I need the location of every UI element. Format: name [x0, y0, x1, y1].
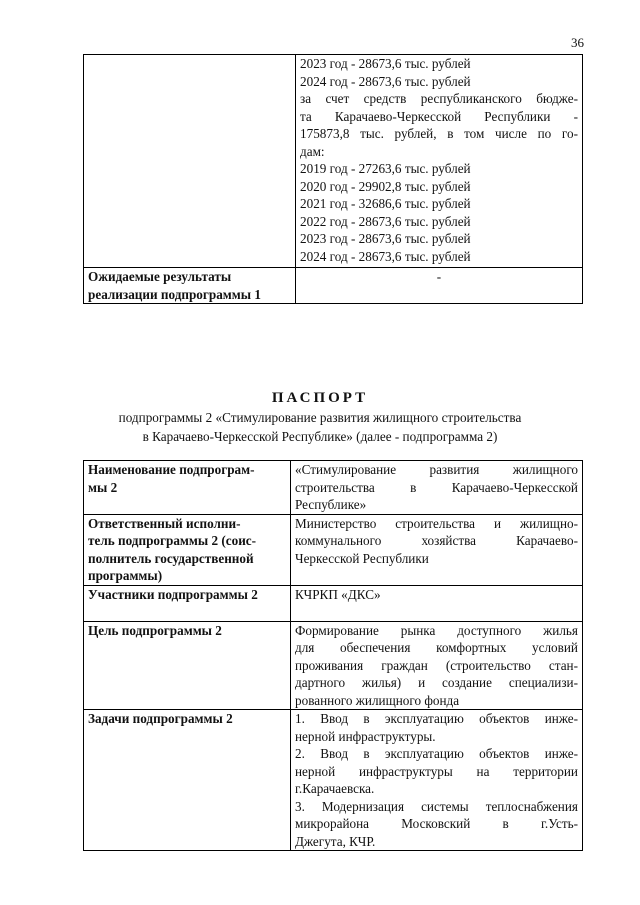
label-line: реализации подпрограммы 1 [88, 286, 261, 302]
value-line: 3. Модернизация системы теплоснабжения [295, 798, 578, 814]
funding-line: за счет средств республиканского бюдже- [300, 91, 578, 106]
funding-line: 2020 год - 29902,8 тыс. рублей [300, 178, 471, 194]
row-value [291, 710, 583, 851]
label-line: Задачи подпрограммы 2 [88, 711, 233, 726]
passport-row-goal [84, 621, 583, 710]
label-line: полнитель государственной [88, 550, 254, 566]
passport-row-tasks [84, 710, 583, 851]
value-line: «Стимулирование развития жилищного [295, 462, 578, 477]
funding-label-cell [84, 55, 296, 268]
value-line: нерной инфраструктуры на территории [295, 763, 578, 779]
passport-row-name [84, 461, 583, 515]
funding-line: 2019 год - 27263,6 тыс. рублей [300, 161, 471, 176]
funding-line: 2021 год - 32686,6 тыс. рублей [300, 196, 471, 211]
label-line: программы) [88, 568, 163, 583]
label-line: Цель подпрограммы 2 [88, 622, 222, 638]
funding-line: 2022 год - 28673,6 тыс. рублей [300, 213, 471, 229]
passport-subtitle [0, 408, 640, 446]
value-line: г.Карачаевска. [295, 781, 375, 796]
row-label [84, 585, 291, 621]
expected-results-label [84, 268, 296, 304]
value-line: коммунального хозяйства Карачаево- [295, 533, 578, 548]
value-line: дартного жилья) и создание специализи- [295, 675, 578, 690]
label-line: тель подпрограммы 2 (соис- [88, 533, 257, 548]
expected-results-row [84, 268, 583, 304]
funding-line: 2023 год - 28673,6 тыс. рублей [300, 231, 471, 246]
row-label [84, 710, 291, 851]
passport-table [83, 460, 583, 851]
funding-line: та Карачаево-Черкесской Республики - [300, 108, 578, 124]
value-line: 2. Ввод в эксплуатацию объектов инже- [295, 746, 578, 761]
label-line: мы 2 [88, 479, 118, 495]
value-line: проживания граждан (строительство стан- [295, 657, 578, 673]
passport-row-participants [84, 585, 583, 621]
funding-row [84, 55, 583, 268]
funding-line: дам: [300, 143, 325, 159]
value-line: нерной инфраструктуры. [295, 728, 436, 744]
value-line: Министерство строительства и жилищно- [295, 515, 578, 531]
value-line: микрорайона Московский в г.Усть- [295, 816, 578, 831]
funding-line: 2024 год - 28673,6 тыс. рублей [300, 248, 471, 264]
value-line: Джегута, КЧР. [295, 833, 376, 849]
value-line: Черкесской Республики [295, 550, 429, 566]
label-line: Наименование подпрограм- [88, 462, 255, 477]
value-line: строительства в Карачаево-Черкесской [295, 479, 578, 495]
value-line: КЧРКП «ДКС» [295, 586, 381, 602]
funding-line: 2024 год - 28673,6 тыс. рублей [300, 73, 471, 89]
label-line: Участники подпрограммы 2 [88, 586, 258, 602]
value-line: 1. Ввод в эксплуатацию объектов инже- [295, 711, 578, 726]
funding-line: 175873,8 тыс. рублей, в том числе по го- [300, 126, 578, 141]
passport-row-responsible [84, 514, 583, 585]
subtitle-line-1: подпрограммы 2 «Стимулирование развития жилищного строительства [118, 410, 522, 425]
passport-title: ПАСПОРТ [271, 390, 369, 406]
label-line: Ожидаемые результаты [88, 269, 232, 284]
continued-passport-table [83, 54, 583, 304]
subtitle-line-2: в Карачаево-Черкесской Республике» (далее - подпрограмма 2) [142, 429, 498, 444]
value-line: Формирование рынка доступного жилья [295, 622, 578, 638]
label-line: Ответственный исполни- [88, 515, 241, 531]
row-label [84, 621, 291, 710]
value-line: Республике» [295, 497, 367, 512]
value-line: рованного жилищного фонда [295, 692, 460, 708]
page-number: 36 [571, 35, 584, 50]
value-line: для обеспечения комфортных условий [295, 640, 578, 655]
funding-line: 2023 год - 28673,6 тыс. рублей [300, 56, 471, 71]
row-value [291, 621, 583, 710]
row-value [291, 461, 583, 515]
row-value [291, 514, 583, 585]
funding-value-cell [296, 55, 583, 268]
row-value [291, 585, 583, 621]
expected-results-value: - [296, 268, 583, 304]
row-label [84, 461, 291, 515]
row-label [84, 514, 291, 585]
